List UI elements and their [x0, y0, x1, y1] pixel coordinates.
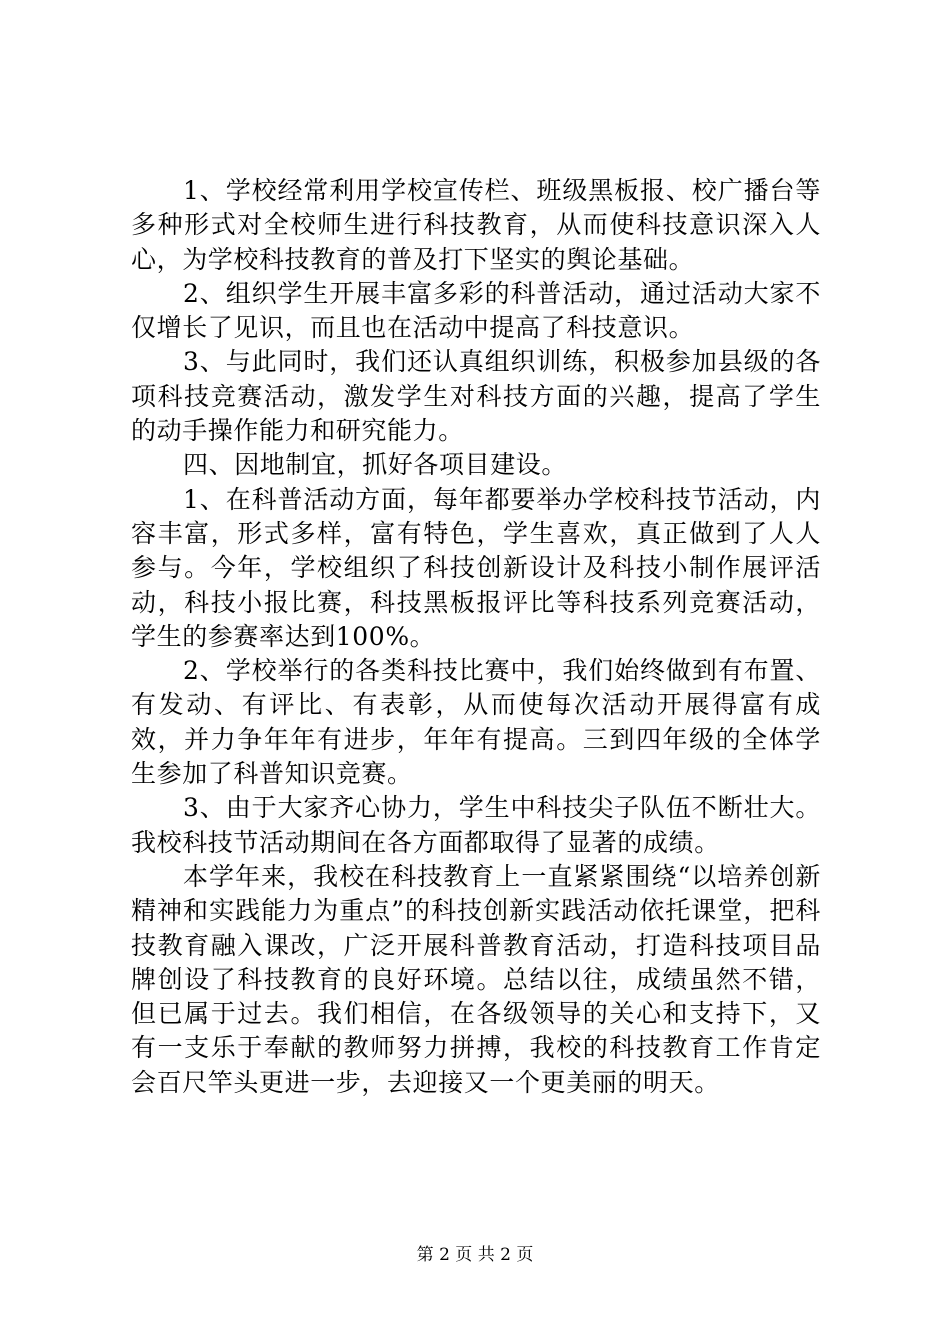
page-footer: 第 2 页 共 2 页 [416, 1245, 534, 1265]
document-body [131, 174, 821, 1100]
paragraph-publicity: 1、学校经常利用学校宣传栏、班级黑板报、校广播台等多种形式对全校师生进行科技教育，从而使科技意识深入人心，为学校科技教育的普及打下坚实的舆论基础。 [131, 176, 821, 274]
paragraph-summary: 本学年来，我校在科技教育上一直紧紧围绕“以培养创新精神和实践能力为重点”的科技创新实践活动依托课堂，把科技教育融入课改，广泛开展科普教育活动，打造科技项目品牌创设了科技教育的良好环境。总结以往，成绩虽然不错，但已属于过去。我们相信，在各级领导的关心和支持下，又有一支乐于奉献的教师努力拼搏，我校的科技教育工作肯定会百尺竿头更进一步，去迎接又一个更美丽的明天。 [131, 861, 821, 1097]
paragraph-talent-team: 3、由于大家齐心协力，学生中科技尖子队伍不断壮大。我校科技节活动期间在各方面都取得了显著的成绩。 [131, 793, 821, 857]
paragraph-contest-organization: 2、学校举行的各类科技比赛中，我们始终做到有布置、有发动、有评比、有表彰，从而使每次活动开展得富有成效，并力争年年有进步，年年有提高。三到四年级的全体学生参加了科普知识竞赛。 [131, 656, 821, 789]
paragraph-science-activities: 2、组织学生开展丰富多彩的科普活动，通过活动大家不仅增长了见识，而且也在活动中提高了科技意识。 [131, 278, 821, 343]
paragraph-competitions: 3、与此同时，我们还认真组织训练，积极参加县级的各项科技竞赛活动，激发学生对科技方面的兴趣，提高了学生的动手操作能力和研究能力。 [131, 347, 821, 446]
section-heading-four: 四、因地制宜，抓好各项目建设。 [183, 450, 568, 480]
paragraph-science-festival: 1、在科普活动方面，每年都要举办学校科技节活动，内容丰富，形式多样，富有特色，学生喜欢，真正做到了人人参与。今年，学校组织了科技创新设计及科技小制作展评活动，科技小报比赛，科技黑板报评比等科技系列竞赛活动，学生的参赛率达到100%。 [131, 484, 821, 651]
